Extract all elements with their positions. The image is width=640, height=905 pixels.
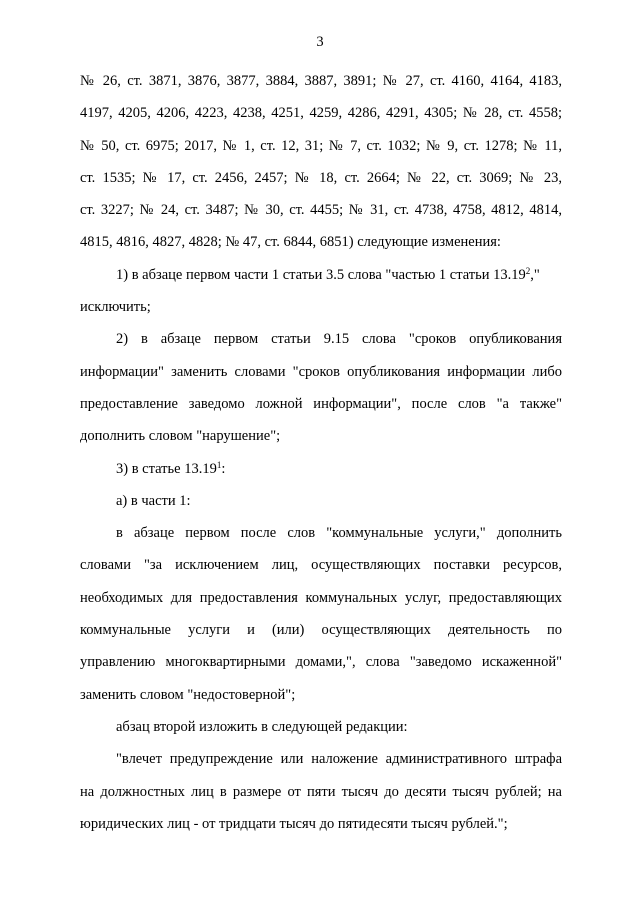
- text-line: [80, 233, 562, 265]
- text-line: [80, 72, 562, 104]
- text-line: [80, 621, 562, 653]
- text-line: [80, 330, 562, 362]
- line-text: "влечет предупреждение или наложение административного штрафа: [116, 751, 562, 768]
- line-text: на должностных лиц в размере от пяти тысяч до десяти тысяч рублей; на: [80, 783, 562, 800]
- line-text-tail: :: [221, 460, 226, 477]
- text-line: [80, 427, 562, 459]
- line-text: а) в части 1:: [116, 492, 191, 509]
- text-line: [80, 104, 562, 136]
- line-text: предоставление заведомо ложной информации", после слов "а также": [80, 395, 562, 412]
- line-text: 3) в статье 13.19: [116, 460, 217, 477]
- document-body: [80, 72, 562, 847]
- text-line: [80, 460, 562, 492]
- line-text: 4197, 4205, 4206, 4223, 4238, 4251, 4259, 4286, 4291, 4305; № 28, ст. 4558;: [80, 105, 562, 122]
- text-line: [80, 395, 562, 427]
- text-line: [80, 169, 562, 201]
- line-text: абзац второй изложить в следующей редакции:: [116, 718, 408, 735]
- line-text: управлению многоквартирными домами,", слова "заведомо искаженной": [80, 654, 562, 671]
- text-line: [80, 815, 562, 847]
- line-text: № 26, ст. 3871, 3876, 3877, 3884, 3887, 3891; № 27, ст. 4160, 4164, 4183,: [80, 73, 562, 89]
- line-text: заменить словом "недостоверной";: [80, 686, 296, 703]
- text-line: [80, 298, 562, 330]
- text-line: [80, 653, 562, 685]
- line-text: в абзаце первом после слов "коммунальные услуги," дополнить: [116, 525, 562, 542]
- text-line: [80, 201, 562, 233]
- text-line: [80, 750, 562, 782]
- text-line: [80, 363, 562, 395]
- superscript: 1: [216, 459, 222, 470]
- line-text: дополнить словом "нарушение";: [80, 428, 281, 445]
- line-text: 2) в абзаце первом статьи 9.15 слова "сроков опубликования: [116, 331, 562, 348]
- text-line: [80, 524, 562, 556]
- line-text: 4815, 4816, 4827, 4828; № 47, ст. 6844, 6851) следующие изменения:: [80, 234, 501, 251]
- text-line: [80, 492, 562, 524]
- text-line: [80, 589, 562, 621]
- line-text: необходимых для предоставления коммунальных услуг, предоставляющих: [80, 589, 562, 606]
- text-line: [80, 266, 562, 298]
- line-text: коммунальные услуги и (или) осуществляющих деятельность по: [80, 622, 562, 639]
- text-line: [80, 783, 562, 815]
- line-text: исключить;: [80, 299, 151, 316]
- line-text-tail: ,": [530, 266, 540, 283]
- line-text: словами "за исключением лиц, осуществляющих поставки ресурсов,: [80, 557, 562, 574]
- line-text: ст. 3227; № 24, ст. 3487; № 30, ст. 4455; № 31, ст. 4738, 4758, 4812, 4814,: [80, 202, 562, 219]
- line-text: 1) в абзаце первом части 1 статьи 3.5 слова "частью 1 статьи 13.19: [116, 266, 526, 283]
- superscript: 2: [525, 265, 531, 276]
- text-line: [80, 556, 562, 588]
- text-line: [80, 137, 562, 169]
- page-number: 3: [316, 34, 324, 50]
- line-text: информации" заменить словами "сроков опубликования информации либо: [80, 363, 562, 380]
- line-text: № 50, ст. 6975; 2017, № 1, ст. 12, 31; № 7, ст. 1032; № 9, ст. 1278; № 11,: [80, 137, 562, 154]
- line-text: юридических лиц - от тридцати тысяч до пятидесяти тысяч рублей.";: [80, 815, 508, 832]
- text-line: [80, 718, 562, 750]
- text-line: [80, 686, 562, 718]
- line-text: ст. 1535; № 17, ст. 2456, 2457; № 18, ст. 2664; № 22, ст. 3069; № 23,: [80, 169, 562, 186]
